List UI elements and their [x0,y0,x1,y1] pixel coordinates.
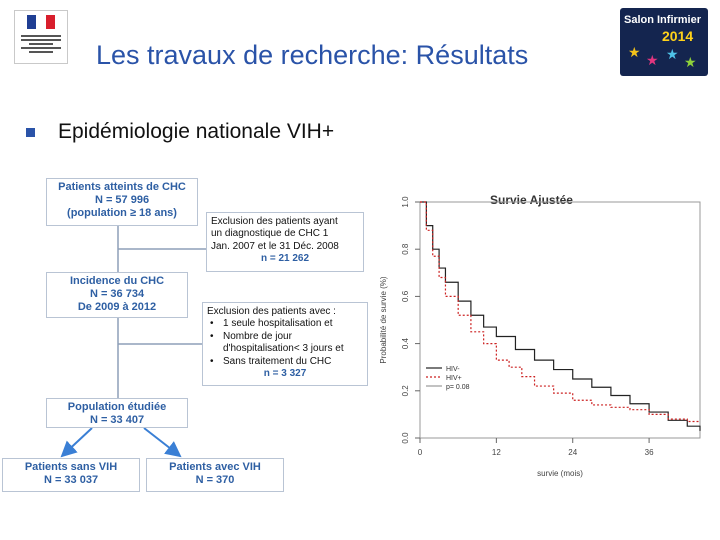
y-tick-label: 0.0 [401,432,410,444]
exclusion-total: n = 3 327 [263,368,307,380]
flow-box-line: (population ≥ 18 ans) [67,207,177,219]
y-tick-label: 0.8 [401,243,410,255]
exclusion-heading: Exclusion des patients avec : [207,306,336,317]
exclusion-line: Jan. 2007 et le 31 Déc. 2008 [211,240,339,252]
legend-label: p= 0.08 [446,384,470,391]
plot-frame [420,202,700,438]
flow-box-line: Patients avec VIH [169,461,261,473]
flow-box-line: Patients sans VIH [24,461,118,473]
flow-box-line: De 2009 à 2012 [77,301,157,313]
flow-box-line: N = 57 996 [94,194,150,206]
legend-label: HIV+ [446,375,462,382]
survival-chart [370,180,710,500]
exclusion-item-continued: d'hospitalisation< 3 jours et [223,343,344,355]
salon-logo-year: 2014 [662,28,694,44]
flow-box-line: N = 36 734 [89,288,145,300]
slide-title: Les travaux de recherche: Résultats [96,40,529,70]
x-tick-label: 0 [417,448,423,457]
exclusion-total: n = 21 262 [260,253,310,265]
y-tick-label: 1.0 [401,196,410,208]
salon-logo-name: Salon Infirmier [624,14,702,26]
x-tick-label: 12 [491,448,501,457]
chart-title: Survie Ajustée [490,193,573,207]
flow-box-line: N = 33 037 [43,474,99,486]
flow-box-patients-chc [46,178,198,226]
legend-label: HIV- [446,366,460,373]
flow-box-line: N = 370 [195,474,235,486]
flow-box-line: Incidence du CHC [69,275,165,287]
x-tick-label: 24 [568,448,578,457]
exclusion-item: • Nombre de jour [207,331,363,343]
exclusion-item: • Sans traitement du CHC [207,356,363,368]
x-axis-label: survie (mois) [537,469,583,478]
flow-box-sans-vih [2,458,140,492]
y-tick-label: 0.6 [401,290,410,302]
flow-box-line: N = 33 407 [89,414,145,426]
arrow-to-avec-vih [144,428,180,456]
y-tick-label: 0.4 [401,338,410,350]
flow-box-line: Patients atteints de CHC [58,181,186,193]
exclusion-item: • 1 seule hospitalisation et [207,318,363,330]
exclusion-line: un diagnostique de CHC 1 [211,228,329,240]
series-line-hiv-neg [420,202,700,431]
flow-box-line: Population étudiée [67,401,167,413]
exclusion-line: Exclusion des patients ayant [211,216,338,227]
flow-box-population [46,398,188,428]
star-icon: ★ [666,46,679,62]
flow-box-exclusion-2 [202,302,368,386]
y-axis-label: Probabilité de survie (%) [379,276,388,364]
flow-box-avec-vih [146,458,284,492]
star-icon: ★ [628,44,641,60]
bullet-text: Epidémiologie nationale VIH+ [58,120,335,143]
y-tick-label: 0.2 [401,385,410,397]
star-icon: ★ [684,54,697,70]
arrow-to-sans-vih [62,428,92,456]
star-icon: ★ [646,52,659,68]
x-tick-label: 36 [644,448,654,457]
flow-box-exclusion-1 [206,212,364,272]
flow-box-incidence [46,272,188,318]
